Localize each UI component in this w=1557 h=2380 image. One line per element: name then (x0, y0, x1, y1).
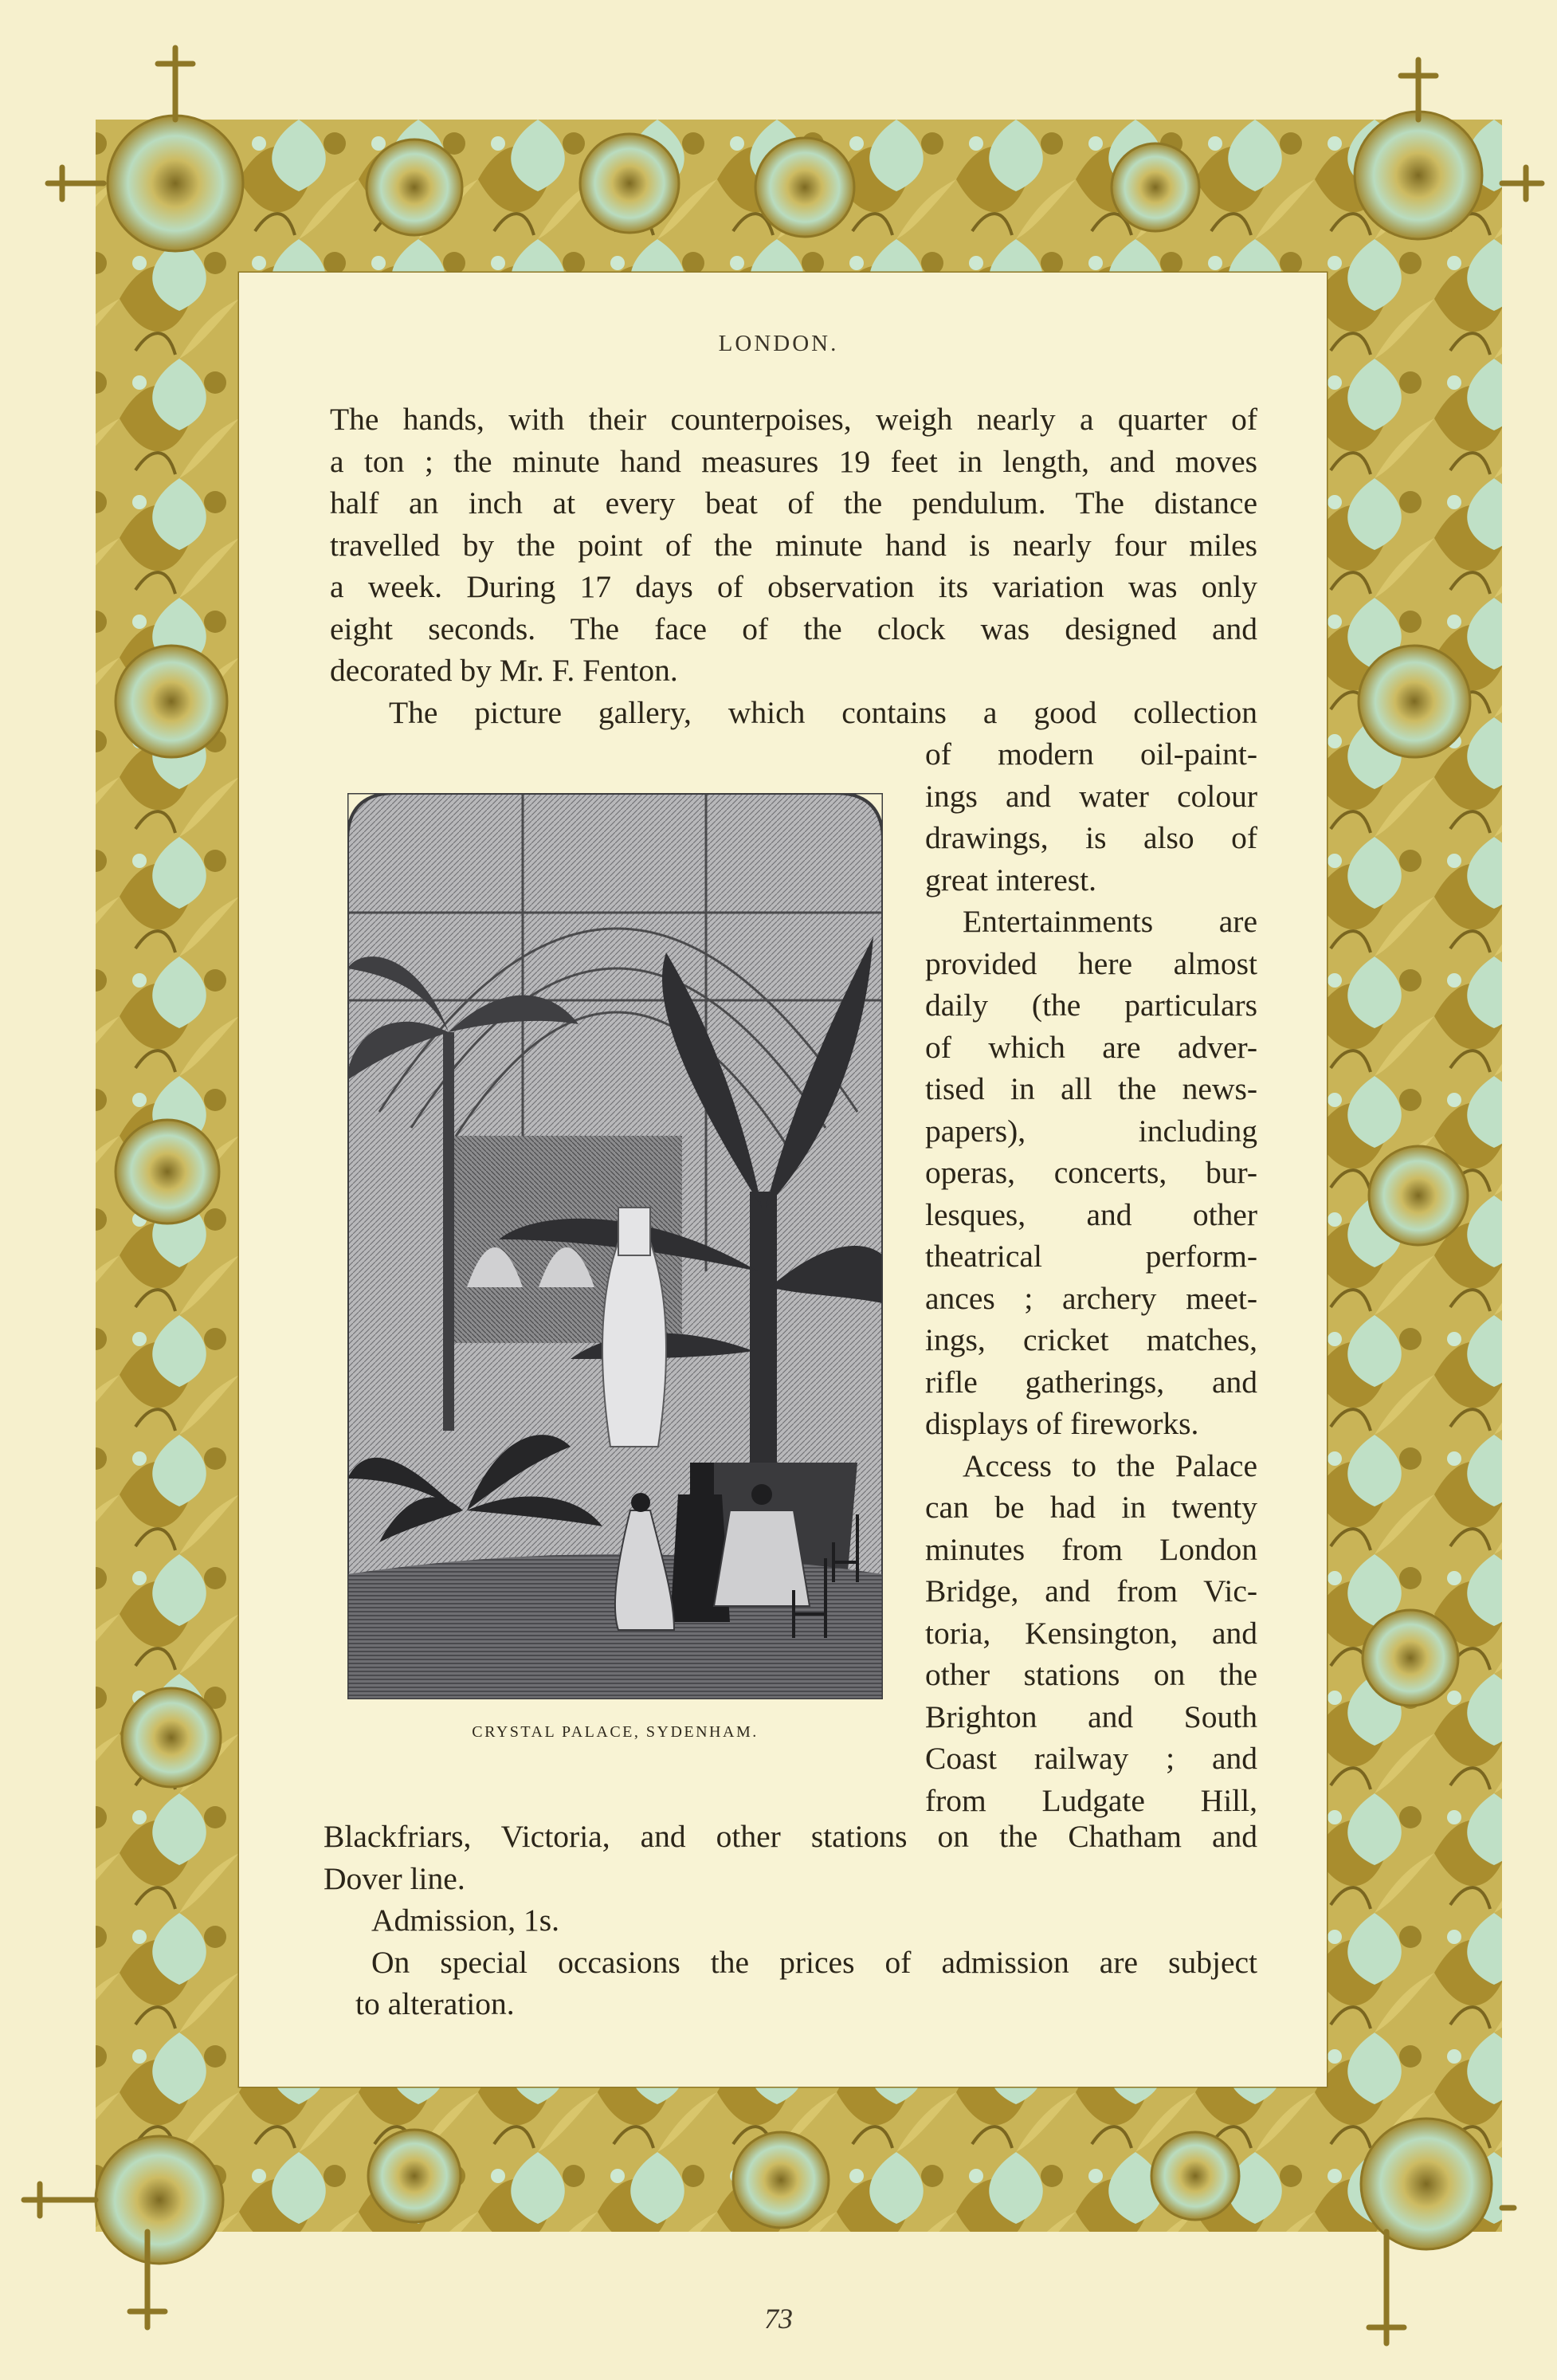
text-line: Access to the Palace (963, 1447, 1257, 1483)
text-line: can be had in twenty (925, 1490, 1257, 1525)
text-line: minutes from London (925, 1531, 1257, 1567)
text-line: provided here almost (925, 945, 1257, 981)
text-line: drawings, is also of (925, 820, 1257, 855)
text-line: travelled by the point of the minute hand is nearly four miles (330, 527, 1257, 563)
text-line: of modern oil-paint- (925, 736, 1257, 772)
text-line: of which are adver- (925, 1029, 1257, 1065)
text-line: Bridge, and from Vic- (925, 1573, 1257, 1608)
text-line: a ton ; the minute hand measures 19 feet in length, and moves (330, 443, 1257, 479)
paragraph-gallery-first-line: The picture gallery, which contains a good collection (389, 695, 1257, 730)
text-line: displays of fireworks. (925, 1406, 1199, 1441)
text-line: ings and water colour (925, 778, 1257, 814)
paragraph-closing (324, 1816, 1257, 2025)
text-line: half an inch at every beat of the pendulum. The distance (330, 485, 1257, 520)
text-line: papers), including (925, 1113, 1257, 1149)
text-line: eight seconds. The face of the clock was designed and (330, 611, 1257, 646)
text-line: Coast railway ; and (925, 1741, 1257, 1776)
text-line: from Ludgate Hill, (925, 1782, 1257, 1818)
page-number: 73 (764, 2303, 793, 2335)
text-line: ings, cricket matches, (925, 1322, 1257, 1357)
text-line: rifle gatherings, and (925, 1364, 1257, 1400)
illustration-caption: CRYSTAL PALACE, SYDENHAM. (472, 1723, 759, 1741)
crystal-palace-engraving (347, 793, 883, 1699)
text-line: to alteration. (355, 1986, 515, 2021)
text-line: theatrical perform- (925, 1239, 1257, 1274)
text-line: Admission, 1s. (371, 1903, 559, 1938)
text-line: Dover line. (324, 1860, 465, 1896)
paragraph-clock (330, 399, 1257, 692)
text-line: toria, Kensington, and (925, 1615, 1257, 1651)
text-line: ances ; archery meet- (925, 1280, 1257, 1316)
text-line: daily (the particulars (925, 988, 1257, 1023)
text-line: operas, concerts, bur- (925, 1155, 1257, 1190)
text-line: Blackfriars, Victoria, and other stations on the Chatham and (324, 1819, 1257, 1854)
text-line: On special occasions the prices of admission are subject (371, 1944, 1257, 1980)
text-line: lesques, and other (925, 1196, 1257, 1232)
text-line: other stations on the (925, 1657, 1257, 1692)
text-line: The hands, with their counterpoises, weigh nearly a quarter of (330, 402, 1257, 437)
text-line: Brighton and South (925, 1699, 1257, 1734)
text-line: decorated by Mr. F. Fenton. (330, 653, 678, 688)
running-head: LONDON. (718, 331, 839, 356)
text-line: tised in all the news- (925, 1071, 1257, 1106)
narrow-column-text (925, 733, 1257, 1821)
text-line: a week. During 17 days of observation its variation was only (330, 569, 1257, 604)
text-line: great interest. (925, 862, 1096, 897)
text-line: Entertainments are (963, 904, 1257, 939)
